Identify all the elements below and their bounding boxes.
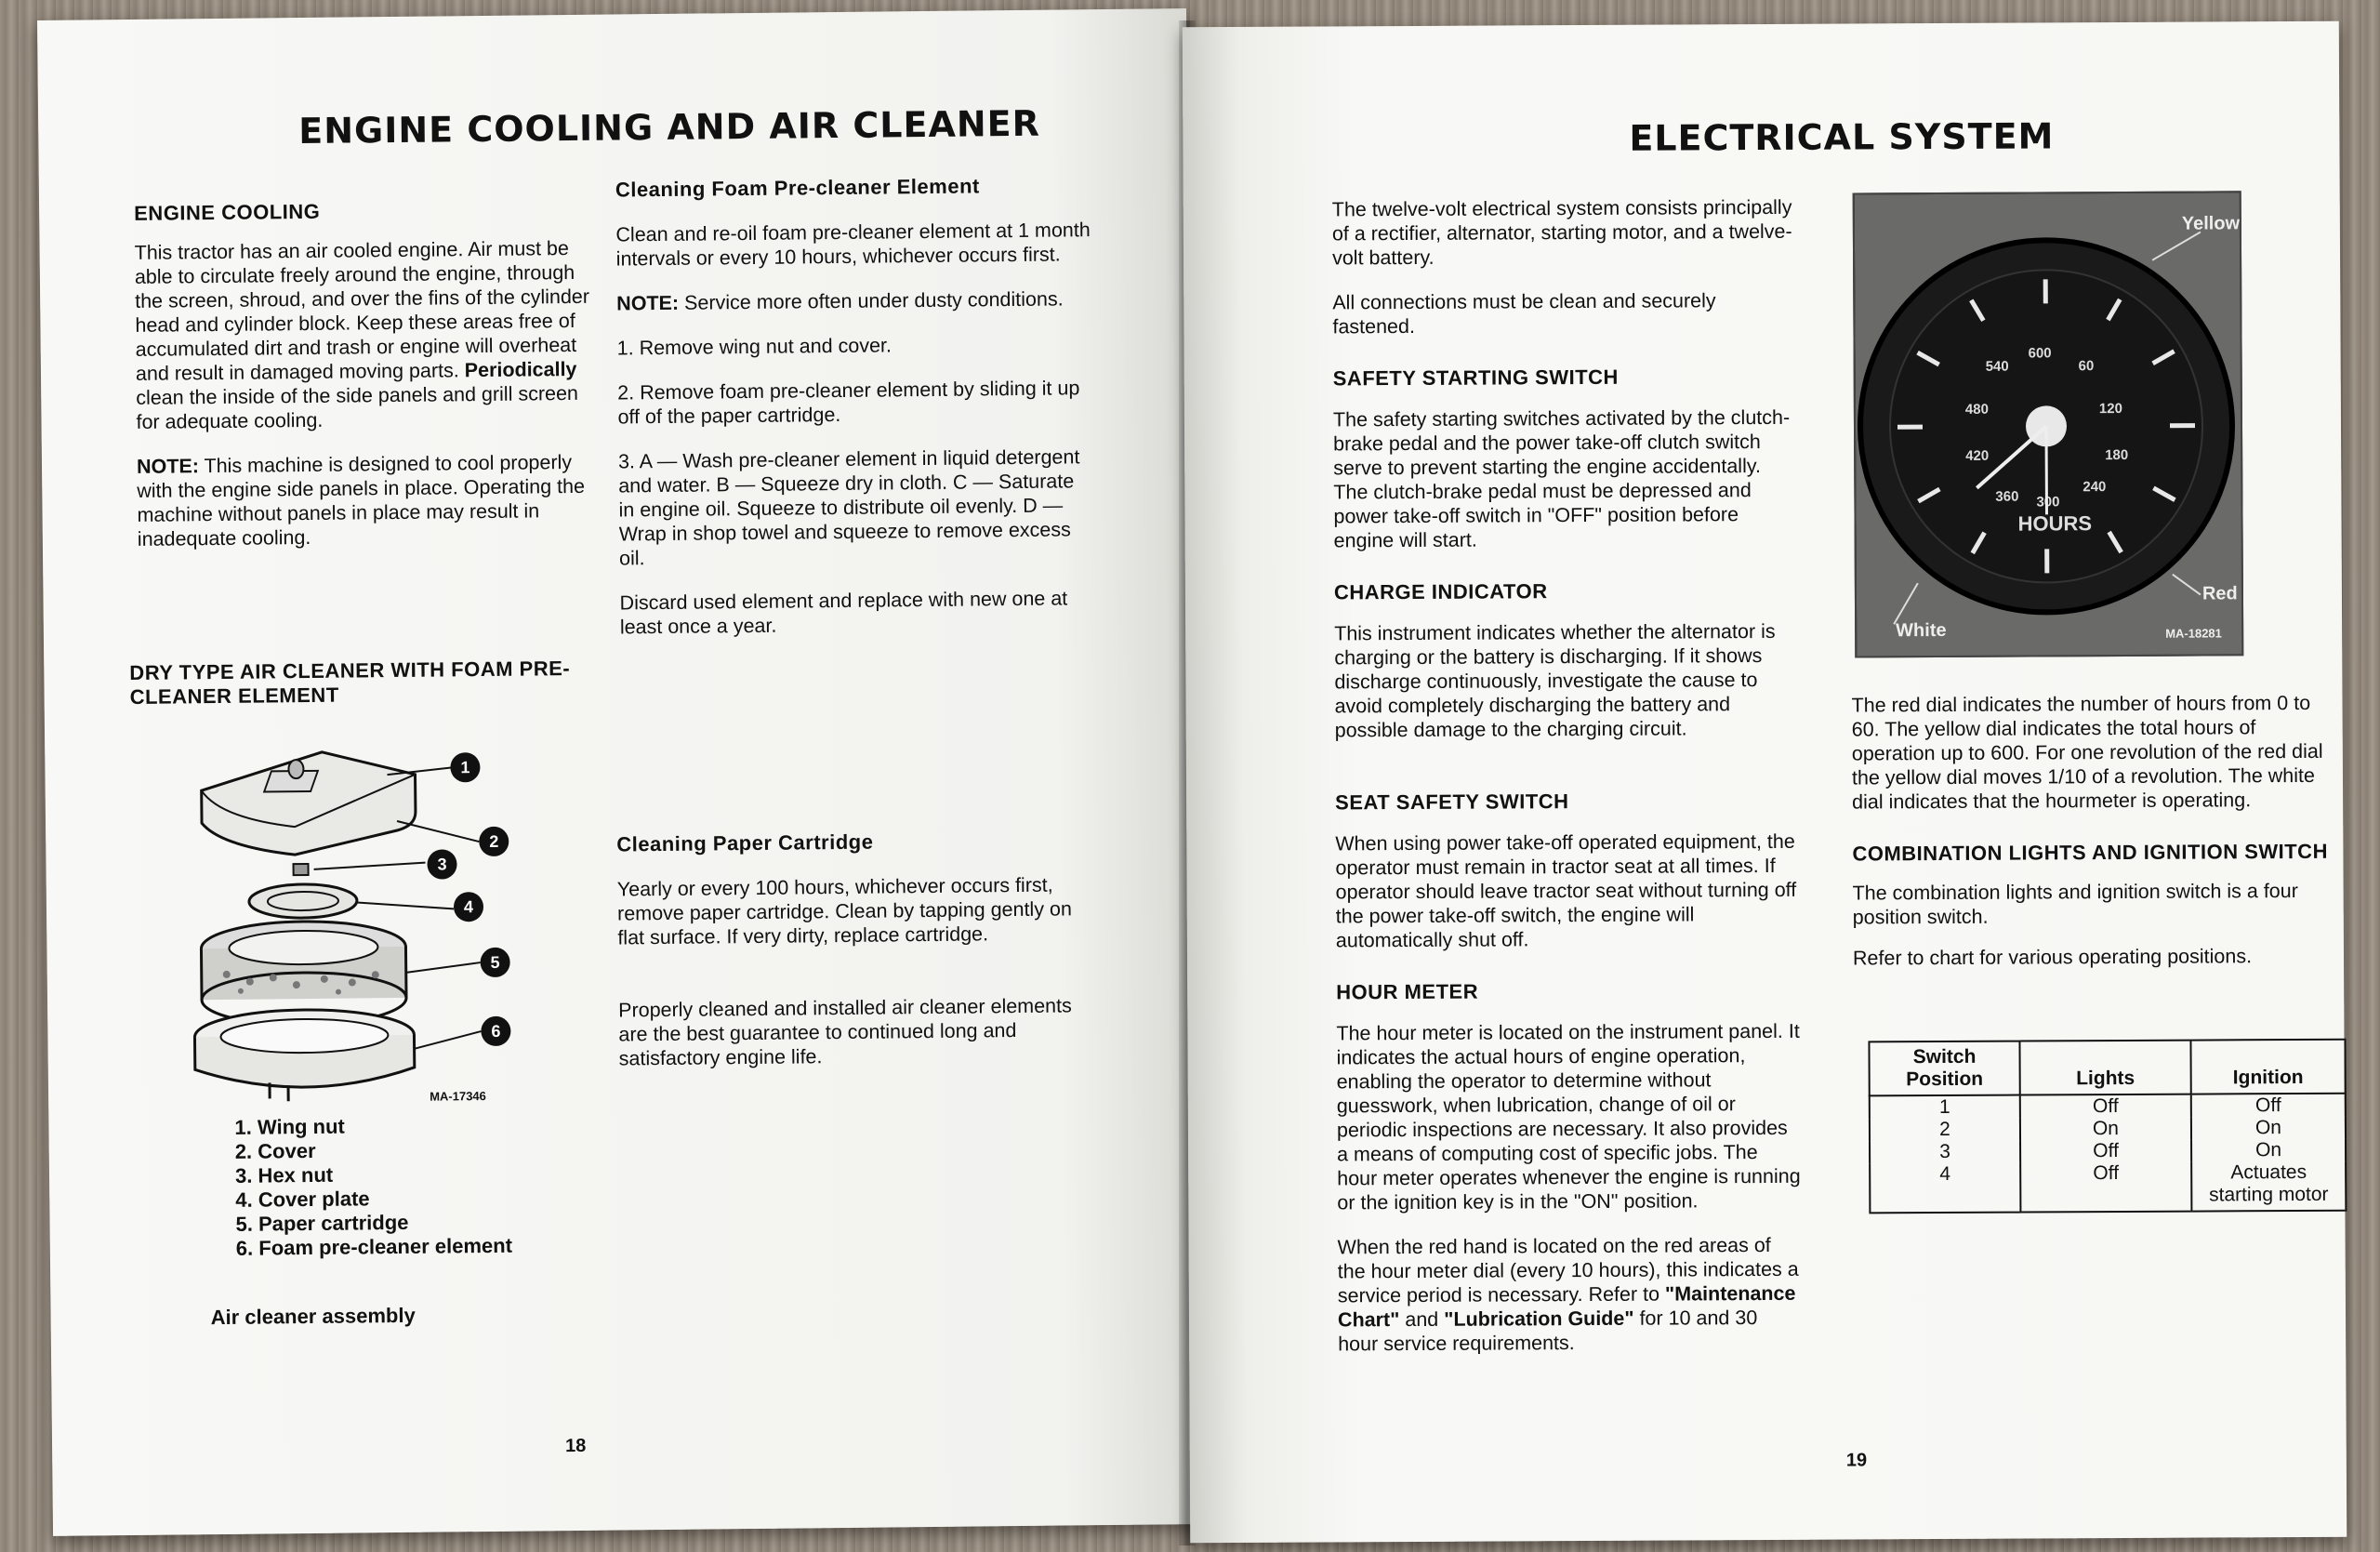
figure-code: MA-17346 <box>430 1089 486 1104</box>
section-heading: SAFETY STARTING SWITCH <box>1332 365 1619 391</box>
table-row <box>1870 1139 2346 1164</box>
label-white: White <box>1896 619 1947 642</box>
paragraph: When using power take-off operated equipment, the operator must remain in tractor seat at all times. If operator should leave tractor seat without turning off the power take-off switch, the engine will automatically shut off. <box>1335 829 1797 952</box>
paragraph: The twelve-volt electrical system consists principally of a rectifier, alternator, starting motor, and a twelve-volt battery. <box>1331 195 1792 270</box>
section-heading: Cleaning Foam Pre-cleaner Element <box>615 174 980 202</box>
dial-number: 540 <box>1985 358 2009 375</box>
dial-number: 300 <box>2036 494 2060 511</box>
list-item: 5. Paper cartridge <box>235 1210 409 1236</box>
step: 3. A — Wash pre-cleaner element in liquid detergent and water. B — Squeeze dry in cloth. C — Saturate in engine oil. Squeeze to distribute oil evenly. D — Wrap in shop towel and squeeze to remove excess oil. <box>617 445 1080 570</box>
electrical-right-column <box>1852 691 2337 971</box>
table-cell: 2 <box>1870 1119 2020 1142</box>
table-cell: 3 <box>1870 1141 2020 1164</box>
callout-1: 1 <box>450 752 480 782</box>
page-title: ENGINE COOLING AND AIR CLEANER <box>298 102 1041 153</box>
paragraph: Discard used element and replace with new one at least once a year. <box>619 587 1068 639</box>
paragraph: Properly cleaned and installed air cleaner elements are the best guarantee to continued long and satisfactory engine life. <box>618 994 1072 1070</box>
paragraph: Clean and re-oil foam pre-cleaner element at 1 month intervals or every 10 hours, whichever occurs first. <box>615 219 1091 271</box>
paragraph: All connections must be clean and securely fastened. <box>1332 289 1716 338</box>
paragraph: This instrument indicates whether the alternator is charging or the battery is discharging. If it shows discharge continuously, investigate the cause to avoid completely discharging the battery and possible damage to the charging circuit. <box>1334 619 1776 742</box>
figure-code: MA-18281 <box>2165 626 2222 641</box>
section-heading: SEAT SAFETY SWITCH <box>1335 789 1569 815</box>
list-item: 4. Cover plate <box>235 1187 370 1212</box>
paragraph: Refer to chart for various operating positions. <box>1852 945 2253 970</box>
dial-number: 360 <box>1995 488 2019 505</box>
table-header-row <box>1869 1040 2345 1096</box>
dial-number: 480 <box>1964 401 1989 418</box>
paragraph: The safety starting switches activated by the clutch-brake pedal and the power take-off clutch switch serve to prevent starting the engine accidentally. The clutch-brake pedal must be depressed and power take-off switch in "OFF" position before engine will start. <box>1332 405 1791 552</box>
table-row <box>1870 1094 2346 1120</box>
table-cell: Actuates starting motor <box>2191 1161 2346 1212</box>
label-yellow: Yellow <box>2181 213 2241 234</box>
section-heading: COMBINATION LIGHTS AND IGNITION SWITCH <box>1852 839 2328 866</box>
hour-meter-photo <box>1853 191 2244 657</box>
paragraph: The combination lights and ignition switch is a four position switch. <box>1852 879 2298 929</box>
right-page <box>1183 21 2347 1543</box>
section-heading: Cleaning Paper Cartridge <box>616 829 874 856</box>
dial-number: 600 <box>2028 345 2052 362</box>
table-cell: On <box>2191 1139 2346 1162</box>
callout-6: 6 <box>481 1016 510 1046</box>
table-cell: On <box>2191 1117 2346 1140</box>
left-page <box>37 8 1202 1536</box>
section-heading: DRY TYPE AIR CLEANER WITH FOAM PRE-CLEANER ELEMENT <box>129 657 571 709</box>
air-cleaner-illustration <box>182 731 539 1107</box>
engine-cooling-section <box>134 197 602 551</box>
paragraph: When the red hand is located on the red areas of the hour meter dial (every 10 hours), this indicates a service period is necessary. Refer to "Maintenance Chart" and "Lubrication Guide" for 10 and 30 hour service requirements. <box>1337 1233 1799 1356</box>
table-row <box>1870 1117 2346 1142</box>
paragraph: This tractor has an air cooled engine. Air must be able to circulate freely around the engine, through the screen, shroud, and over the fins of the cylinder head and cylinder block. Keep these areas free of accumulated dirt and trash or engine will overheat and result in damaged moving parts. Periodically clean the inside of the side panels and grill screen for adequate cooling. <box>134 237 590 433</box>
dial-number: 240 <box>2082 479 2107 496</box>
label-red: Red <box>2202 583 2238 604</box>
step: 2. Remove foam pre-cleaner element by sliding it up off of the paper cartridge. <box>617 377 1080 429</box>
callout-2: 2 <box>479 827 509 856</box>
table-cell: On <box>2020 1118 2191 1141</box>
step: 1. Remove wing nut and cover. <box>616 334 892 360</box>
dial-number: 420 <box>1965 447 1990 464</box>
dial-number: 120 <box>2098 400 2122 418</box>
table-cell: Off <box>2020 1162 2191 1213</box>
electrical-left-column <box>1332 195 1804 1357</box>
paragraph: The hour meter is located on the instrument panel. It indicates the actual hours of engine operation, enabling the operator to determine without guesswork, when lubrication, change of oil or periodic inspections are necessary. It also provides a means of computing cost of specific jobs. The hour meter operates whenever the engine is running or the ignition key is in the "ON" position. <box>1336 1019 1801 1214</box>
table-cell: Off <box>2020 1140 2191 1163</box>
foam-cleaning-section <box>615 173 1096 639</box>
paragraph: Yearly or every 100 hours, whichever occurs first, remove paper cartridge. Clean by tapping gently on flat surface. If very dirty, replace cartridge. <box>616 873 1073 949</box>
column-header: Ignition <box>2190 1040 2345 1094</box>
air-cleaner-drawing <box>182 731 539 1107</box>
table-cell: 4 <box>1870 1163 2020 1214</box>
parts-list <box>234 1113 512 1261</box>
callout-5: 5 <box>480 948 509 977</box>
column-header: Switch Position <box>1869 1041 2019 1096</box>
paper-cartridge-section <box>616 828 1095 1070</box>
callout-3: 3 <box>427 849 456 879</box>
note: NOTE: Service more often under dusty conditions. <box>616 287 1064 315</box>
page-number: 19 <box>1845 1450 1868 1471</box>
page-title: ELECTRICAL SYSTEM <box>1629 115 2055 159</box>
page-number: 18 <box>564 1435 587 1457</box>
table-cell: 1 <box>1870 1095 2020 1120</box>
figure-caption: Air cleaner assembly <box>210 1303 416 1330</box>
section-heading: ENGINE COOLING <box>134 199 321 225</box>
table-cell: Off <box>2191 1094 2346 1118</box>
callout-4: 4 <box>454 892 483 922</box>
table-cell: Off <box>2020 1094 2191 1119</box>
dial-word: HOURS <box>2017 511 2093 536</box>
list-item: 1. Wing nut <box>234 1114 345 1139</box>
section-heading: HOUR METER <box>1336 979 1479 1004</box>
open-manual <box>37 20 2343 1536</box>
dial-number: 60 <box>2078 358 2095 375</box>
list-item: 6. Foam pre-cleaner element <box>235 1233 513 1260</box>
list-item: 3. Hex nut <box>234 1162 334 1187</box>
hour-meter-gauge <box>1855 192 2244 657</box>
note: NOTE: This machine is designed to cool properly with the engine side panels in place. Operating the machine without panels in place may result in inadequate cooling. <box>136 451 586 550</box>
column-header: Lights <box>2019 1041 2190 1095</box>
table-row <box>1870 1161 2346 1214</box>
dial-number: 180 <box>2105 446 2129 464</box>
list-item: 2. Cover <box>234 1138 316 1163</box>
paragraph: The red dial indicates the number of hours from 0 to 60. The yellow dial indicates the total hours of operation up to 600. For one revolution of the red dial the yellow dial moves 1/10 of a revolution. The white dial indicates that the hourmeter is operating. <box>1851 691 2323 814</box>
switch-position-table <box>1868 1039 2347 1214</box>
section-heading: CHARGE INDICATOR <box>1333 579 1548 604</box>
